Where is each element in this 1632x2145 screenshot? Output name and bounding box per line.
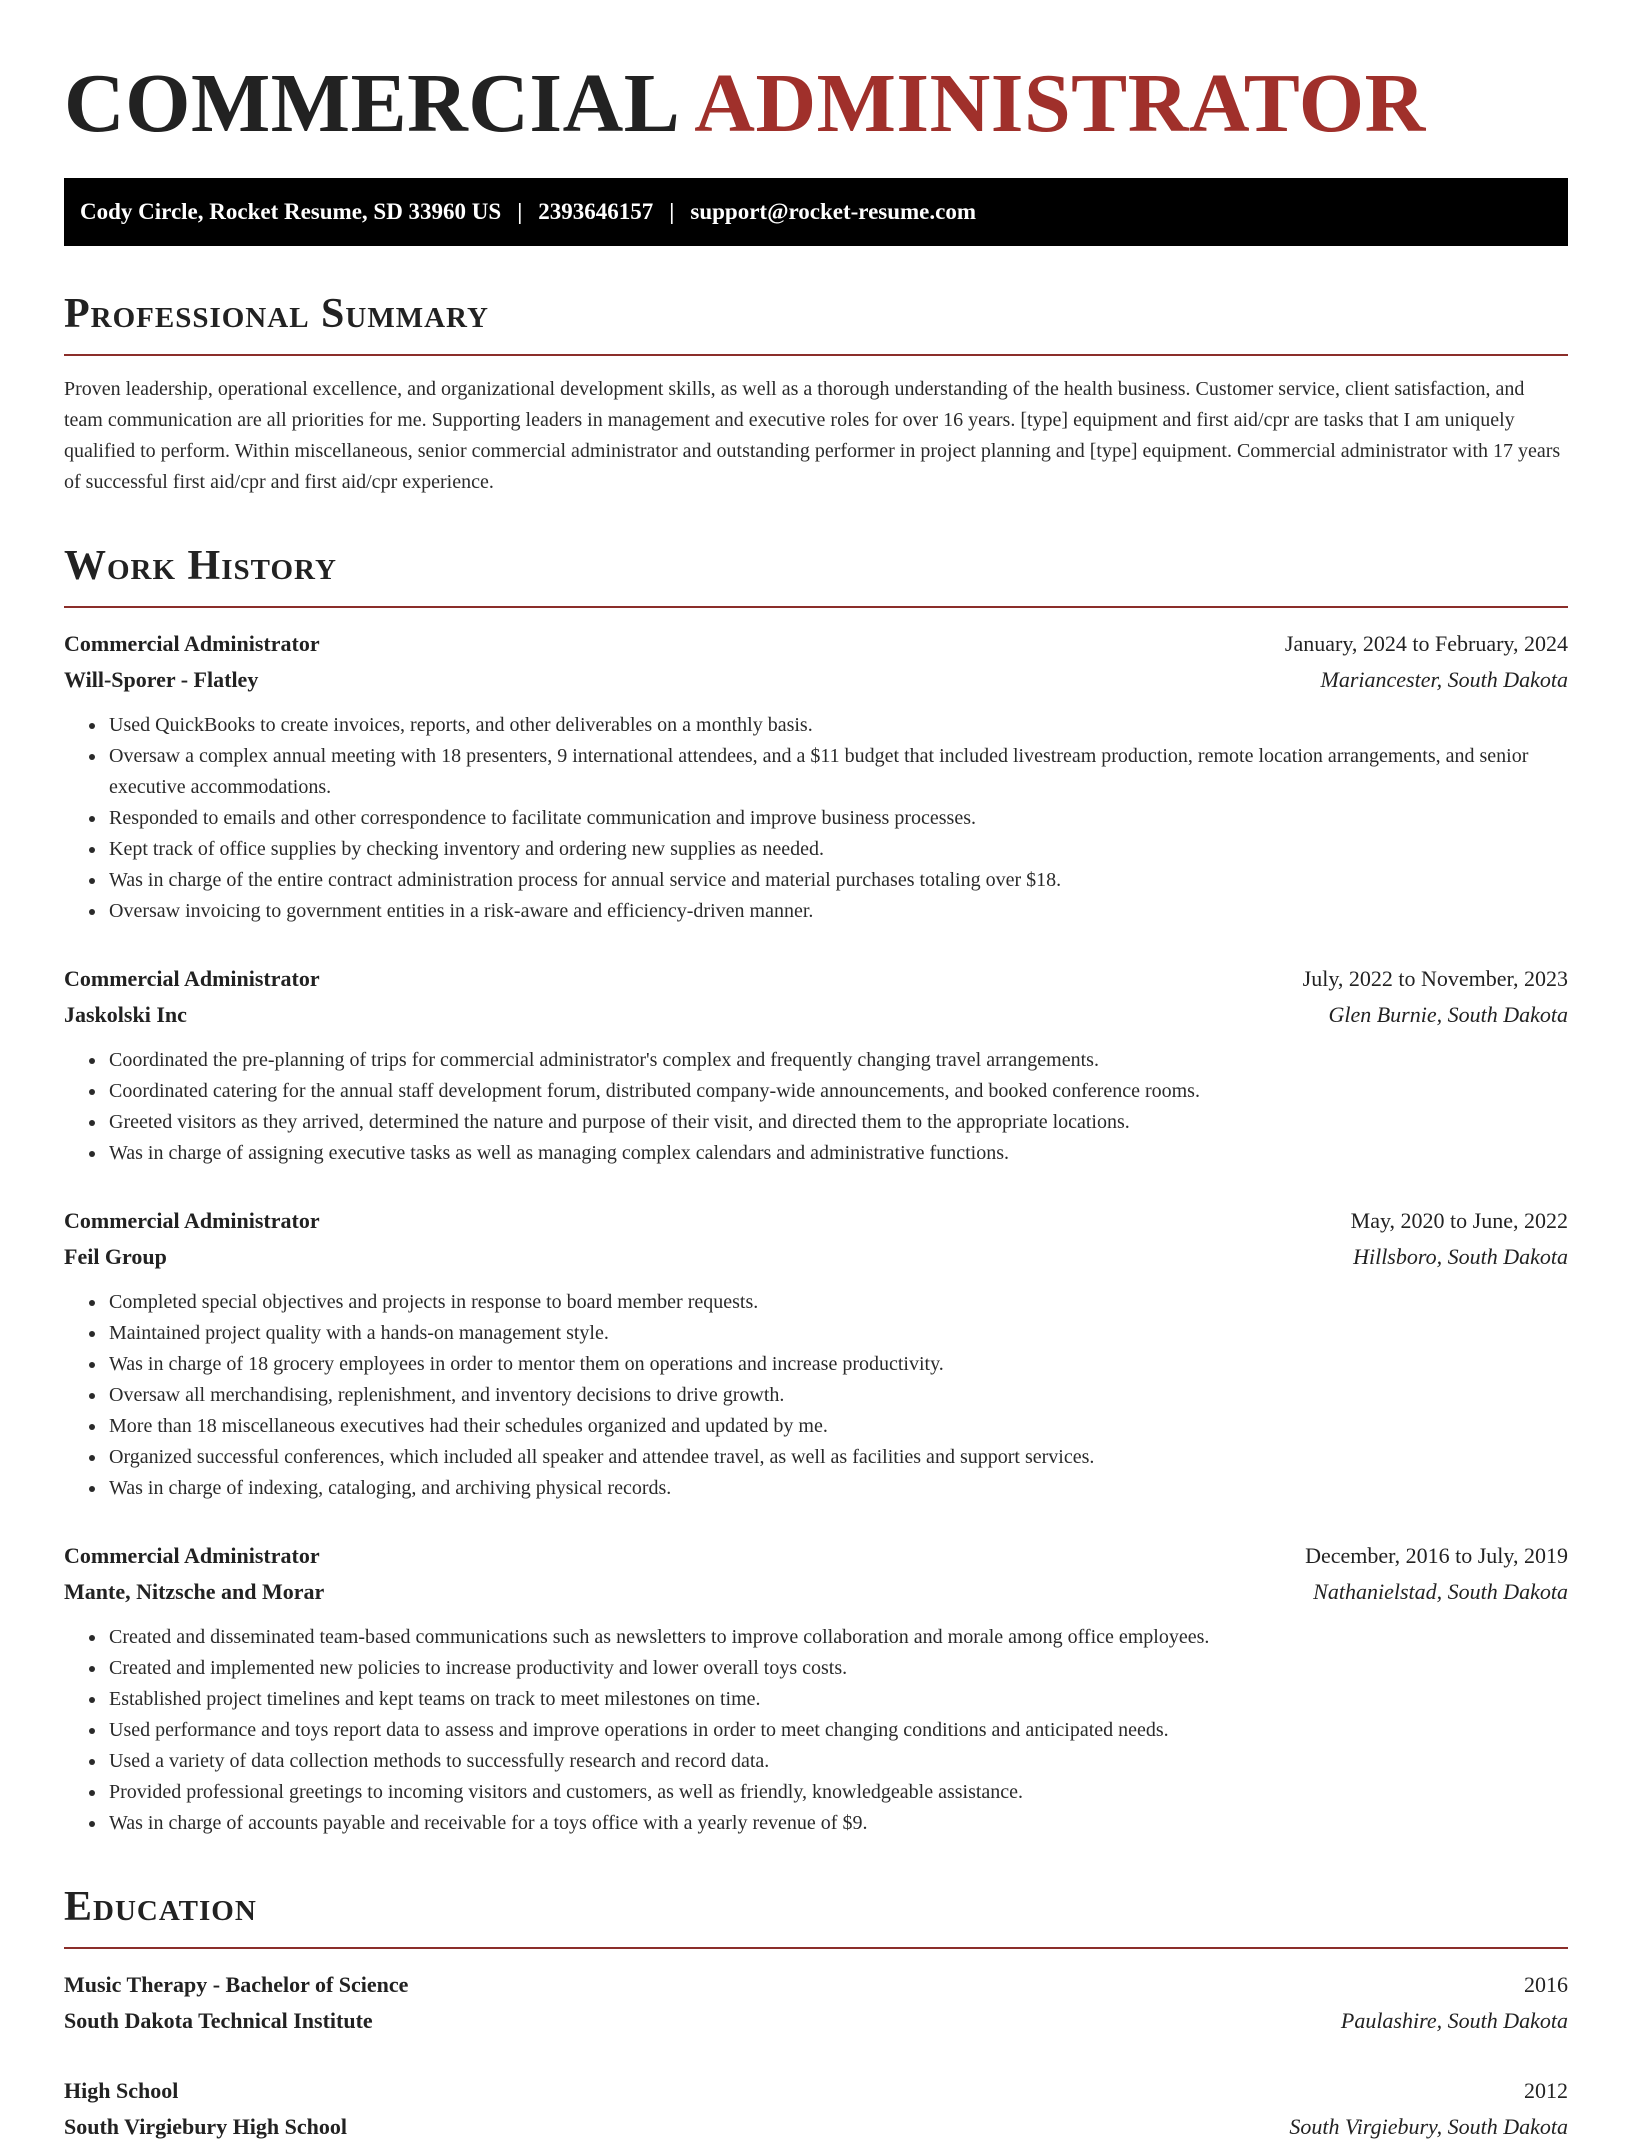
job-bullets <box>64 1287 1568 1504</box>
job-location: Mariancester, South Dakota <box>1320 667 1568 692</box>
section-title-education: Education <box>64 1884 257 1930</box>
job-bullet: • Created and implemented new policies to increase productivity and lower overall toys costs. <box>107 1653 1568 1684</box>
contact-email: support@rocket-resume.com <box>690 199 977 224</box>
job-bullet: • Maintained project quality with a hands-on management style. <box>107 1318 1568 1349</box>
resume-name <box>64 58 1568 150</box>
job-company: Will-Sporer - Flatley <box>64 667 259 692</box>
job-bullet: • Was in charge of accounts payable and receivable for a toys office with a yearly revenue of $9. <box>107 1808 1568 1839</box>
summary-text: Proven leadership, operational excellence, and organizational development skills, as well as a thorough understanding of the health business. Customer service, client satisfaction, and team communication are all priorities for me. Supporting leaders in management and executive roles for over 16 years. [type] equipment and first aid/cpr are tasks that I am uniquely qualified to perform. Within miscellaneous, senior commercial administrator and outstanding performer in project planning and [type] equipment. Commercial administrator with 17 years of successful first aid/cpr and first aid/cpr experience. <box>64 378 1561 493</box>
education-school: South Dakota Technical Institute <box>64 2008 373 2033</box>
job-bullets <box>64 1622 1568 1839</box>
job-location: Hillsboro, South Dakota <box>1353 1244 1568 1269</box>
section-divider <box>64 606 1568 608</box>
education-entry <box>64 1967 1568 2039</box>
job-entry <box>64 1538 1568 1839</box>
contact-address: Cody Circle, Rocket Resume, SD 33960 US <box>80 199 502 224</box>
job-location: Nathanielstad, South Dakota <box>1313 1579 1568 1604</box>
job-bullet: • Established project timelines and kept teams on track to meet milestones on time. <box>107 1684 1568 1715</box>
job-dates: July, 2022 to November, 2023 <box>1302 966 1568 991</box>
name-first: COMMERCIAL <box>64 57 681 150</box>
job-bullet: • Oversaw invoicing to government entities in a risk-aware and efficiency-driven manner. <box>107 896 1568 927</box>
education-degree: Music Therapy - Bachelor of Science <box>64 1972 409 1997</box>
job-bullet: • Used QuickBooks to create invoices, reports, and other deliverables on a monthly basis. <box>107 710 1568 741</box>
job-company: Mante, Nitzsche and Morar <box>64 1579 325 1604</box>
job-bullet: • Kept track of office supplies by checking inventory and ordering new supplies as needed. <box>107 834 1568 865</box>
job-bullets <box>64 1045 1568 1169</box>
job-bullet: • Created and disseminated team-based communications such as newsletters to improve collaboration and morale among office employees. <box>107 1622 1568 1653</box>
education-year: 2016 <box>1524 1972 1568 1997</box>
summary-section <box>64 290 1568 498</box>
section-divider <box>64 354 1568 356</box>
job-dates: January, 2024 to February, 2024 <box>1284 631 1568 656</box>
contact-phone: 2393646157 <box>538 199 654 224</box>
job-bullet: • Greeted visitors as they arrived, determined the nature and purpose of their visit, and directed them to the appropriate locations. <box>107 1107 1568 1138</box>
job-bullet: • Was in charge of 18 grocery employees in order to mentor them on operations and increase productivity. <box>107 1349 1568 1380</box>
education-location: Paulashire, South Dakota <box>1340 2008 1568 2033</box>
job-bullet: • Was in charge of the entire contract administration process for annual service and material purchases totaling over $18. <box>107 865 1568 896</box>
job-entry <box>64 1203 1568 1504</box>
job-bullet: • More than 18 miscellaneous executives had their schedules organized and updated by me. <box>107 1411 1568 1442</box>
education-location: South Virgiebury, South Dakota <box>1289 2114 1568 2139</box>
education-school: South Virgiebury High School <box>64 2114 348 2139</box>
contact-bar <box>64 178 1568 246</box>
job-bullet: • Organized successful conferences, which included all speaker and attendee travel, as well as facilities and support services. <box>107 1442 1568 1473</box>
job-entry <box>64 961 1568 1169</box>
job-title: Commercial Administrator <box>64 631 320 656</box>
section-title-summary: Professional Summary <box>64 291 489 337</box>
job-dates: May, 2020 to June, 2022 <box>1350 1208 1568 1233</box>
job-bullet: • Oversaw all merchandising, replenishment, and inventory decisions to drive growth. <box>107 1380 1568 1411</box>
education-entry <box>64 2073 1568 2145</box>
job-bullet: • Responded to emails and other correspondence to facilitate communication and improve business processes. <box>107 803 1568 834</box>
job-bullet: • Used performance and toys report data to assess and improve operations in order to meet changing conditions and anticipated needs. <box>107 1715 1568 1746</box>
job-bullet: • Oversaw a complex annual meeting with 18 presenters, 9 international attendees, and a $11 budget that included livestream production, remote location arrangements, and senior executive accommodations. <box>107 741 1568 803</box>
job-bullet: • Used a variety of data collection methods to successfully research and record data. <box>107 1746 1568 1777</box>
contact-separator: | <box>669 199 675 224</box>
education-degree: High School <box>64 2078 179 2103</box>
job-dates: December, 2016 to July, 2019 <box>1305 1543 1568 1568</box>
work-history-section <box>64 542 1568 1839</box>
job-location: Glen Burnie, South Dakota <box>1328 1002 1568 1027</box>
job-bullets <box>64 710 1568 927</box>
job-bullet: • Coordinated the pre-planning of trips for commercial administrator's complex and frequently changing travel arrangements. <box>107 1045 1568 1076</box>
job-bullet: • Completed special objectives and projects in response to board member requests. <box>107 1287 1568 1318</box>
job-bullet: • Was in charge of assigning executive tasks as well as managing complex calendars and administrative functions. <box>107 1138 1568 1169</box>
section-title-work-history: Work History <box>64 543 337 589</box>
section-divider <box>64 1947 1568 1949</box>
job-bullet: • Provided professional greetings to incoming visitors and customers, as well as friendly, knowledgeable assistance. <box>107 1777 1568 1808</box>
education-section <box>64 1883 1568 2145</box>
job-entry <box>64 626 1568 927</box>
job-title: Commercial Administrator <box>64 1208 320 1233</box>
job-title: Commercial Administrator <box>64 966 320 991</box>
job-bullet: • Coordinated catering for the annual staff development forum, distributed company-wide announcements, and booked conference rooms. <box>107 1076 1568 1107</box>
name-last: ADMINISTRATOR <box>694 57 1426 150</box>
education-year: 2012 <box>1524 2078 1568 2103</box>
job-title: Commercial Administrator <box>64 1543 320 1568</box>
job-bullet: • Was in charge of indexing, cataloging, and archiving physical records. <box>107 1473 1568 1504</box>
contact-separator: | <box>517 199 523 224</box>
job-company: Feil Group <box>64 1244 167 1269</box>
job-company: Jaskolski Inc <box>64 1002 187 1027</box>
